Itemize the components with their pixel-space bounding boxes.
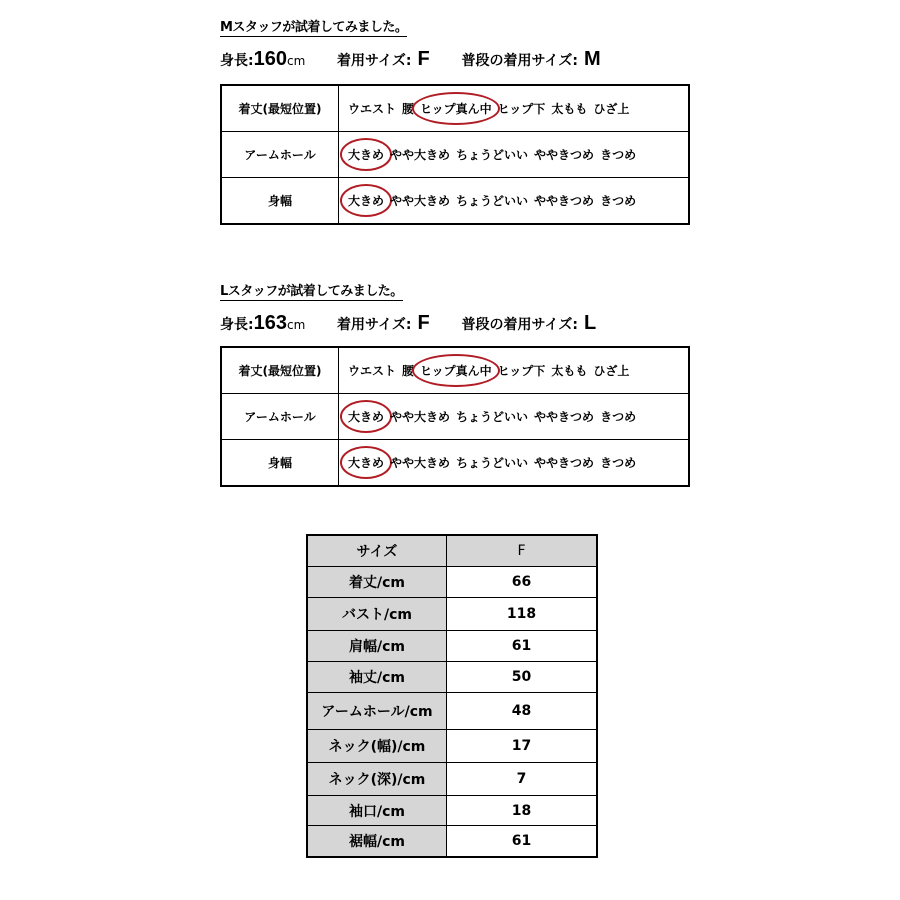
fit-row [221, 440, 689, 487]
size-row-value: 61 [447, 631, 598, 662]
fit-row-label: アームホール [221, 132, 339, 178]
size-row-label: バスト/cm [307, 598, 447, 631]
fit-option: ヒップ下 [497, 102, 546, 116]
size-row-label: 袖口/cm [307, 796, 447, 826]
usual-size-value: L [583, 312, 597, 334]
size-row-label: ネック(深)/cm [307, 763, 447, 796]
size-table-row [307, 567, 597, 598]
size-table-row [307, 826, 597, 857]
usual-size-label: 普段の着用サイズ: [461, 53, 578, 69]
size-row-value: 118 [447, 598, 598, 631]
l-fit-table [220, 346, 690, 487]
size-table [306, 534, 598, 858]
fit-option: きつめ [600, 410, 637, 424]
size-row-label: 袖丈/cm [307, 662, 447, 693]
size-row-label: アームホール/cm [307, 693, 447, 730]
fit-option: 腰 [402, 364, 415, 378]
fit-option-selected: 大きめ [348, 148, 385, 162]
size-table-row [307, 730, 597, 763]
fit-row-label: 身幅 [221, 440, 339, 487]
height-value: 163 [253, 312, 287, 334]
fit-row [221, 85, 689, 132]
size-row-value: 61 [447, 826, 598, 857]
fit-option-selected: 大きめ [348, 194, 385, 208]
fit-option-selected: ヒップ真ん中 [420, 102, 492, 116]
fit-option: やや大きめ [390, 148, 451, 162]
size-row-value: 7 [447, 763, 598, 796]
fit-option: ちょうどいい [456, 410, 529, 424]
fit-row-label: 身幅 [221, 178, 339, 225]
size-table-row [307, 693, 597, 730]
fit-option-selected: 大きめ [348, 456, 385, 470]
fit-row-label: 着丈(最短位置) [221, 347, 339, 394]
size-row-value: 66 [447, 567, 598, 598]
fit-option: ウエスト [348, 364, 397, 378]
size-header-value: F [447, 535, 598, 567]
worn-size-label: 着用サイズ: [337, 317, 412, 333]
fit-row [221, 347, 689, 394]
m-staff-heading: Mスタッフが試着してみました。 [220, 16, 407, 37]
fit-option: ヒップ下 [497, 364, 546, 378]
size-row-value: 17 [447, 730, 598, 763]
l-staff-measurements [220, 312, 596, 335]
fit-option: やや大きめ [390, 456, 451, 470]
worn-size-label: 着用サイズ: [337, 53, 412, 69]
height-label: 身長: [220, 53, 254, 69]
fit-options [339, 132, 690, 178]
fit-options [339, 178, 690, 225]
usual-size-value: M [583, 48, 601, 70]
size-table-row [307, 763, 597, 796]
height-unit: cm [286, 318, 306, 332]
size-table-row [307, 662, 597, 693]
fit-option: きつめ [600, 456, 637, 470]
size-table-header [307, 535, 597, 567]
height-label: 身長: [220, 317, 254, 333]
fit-option: ウエスト [348, 102, 397, 116]
fit-option: ちょうどいい [456, 194, 529, 208]
size-table-row [307, 631, 597, 662]
fit-option: 太もも [551, 364, 588, 378]
fit-option: ややきつめ [534, 148, 595, 162]
l-staff-heading: Lスタッフが試着してみました。 [220, 280, 403, 301]
fit-option: ひざ上 [593, 102, 630, 116]
fit-row [221, 178, 689, 225]
size-header-label: サイズ [307, 535, 447, 567]
height-unit: cm [286, 54, 306, 68]
worn-size-value: F [417, 48, 430, 70]
fit-options [339, 394, 690, 440]
fit-option: やや大きめ [390, 194, 451, 208]
worn-size-value: F [417, 312, 430, 334]
size-table-row [307, 598, 597, 631]
fit-option: ややきつめ [534, 456, 595, 470]
fit-option: 腰 [402, 102, 415, 116]
fit-option: やや大きめ [390, 410, 451, 424]
fit-option: きつめ [600, 148, 637, 162]
size-table-row [307, 796, 597, 826]
fit-option: ひざ上 [593, 364, 630, 378]
size-row-value: 50 [447, 662, 598, 693]
fit-option: ややきつめ [534, 410, 595, 424]
size-row-value: 48 [447, 693, 598, 730]
fit-options [339, 347, 690, 394]
fit-option: 太もも [551, 102, 588, 116]
size-row-value: 18 [447, 796, 598, 826]
fit-option: ややきつめ [534, 194, 595, 208]
fit-row [221, 132, 689, 178]
size-row-label: ネック(幅)/cm [307, 730, 447, 763]
fit-option: きつめ [600, 194, 637, 208]
fit-option: ちょうどいい [456, 148, 529, 162]
height-value: 160 [253, 48, 287, 70]
m-staff-measurements [220, 48, 601, 71]
fit-option-selected: 大きめ [348, 410, 385, 424]
fit-row-label: アームホール [221, 394, 339, 440]
fit-row-label: 着丈(最短位置) [221, 85, 339, 132]
size-row-label: 着丈/cm [307, 567, 447, 598]
size-row-label: 裾幅/cm [307, 826, 447, 857]
m-fit-table [220, 84, 690, 225]
size-row-label: 肩幅/cm [307, 631, 447, 662]
fit-option: ちょうどいい [456, 456, 529, 470]
fit-options [339, 440, 690, 487]
fit-options [339, 85, 690, 132]
usual-size-label: 普段の着用サイズ: [461, 317, 578, 333]
fit-option-selected: ヒップ真ん中 [420, 364, 492, 378]
fit-row [221, 394, 689, 440]
